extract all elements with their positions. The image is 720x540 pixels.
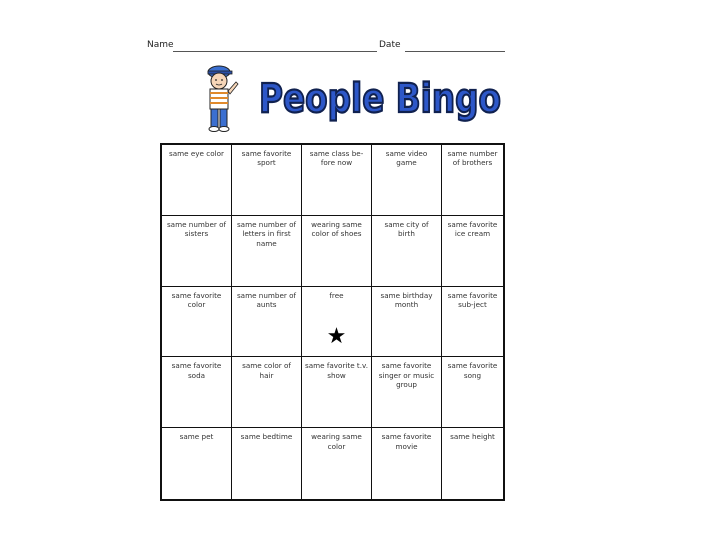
bingo-cell[interactable] [442,428,503,499]
bingo-cell[interactable] [232,216,302,287]
bingo-cell[interactable] [162,428,232,499]
bingo-cell[interactable] [302,287,372,358]
bingo-cell[interactable] [372,357,442,428]
bingo-cell-text: same favorite sub-ject [447,290,498,309]
bingo-cell[interactable] [442,357,503,428]
bingo-cell-text: same color of hair [242,361,291,380]
bingo-cell[interactable] [232,357,302,428]
bingo-cell-text: wearing same color [311,432,362,451]
bingo-cell[interactable] [232,428,302,499]
bingo-cell[interactable] [162,216,232,287]
bingo-cell-text: same number of sisters [166,219,227,239]
bingo-cell[interactable] [162,287,232,358]
bingo-cell-text: same favorite soda [171,361,222,380]
bingo-cell[interactable] [162,357,232,428]
kid-illustration-icon [200,60,242,134]
bingo-cell-text: same class be-fore now [309,149,364,168]
bingo-cell[interactable] [302,357,372,428]
bingo-cell-text: same number of aunts [236,290,297,309]
bingo-cell[interactable] [372,428,442,499]
bingo-cell-text: wearing same color of shoes [311,219,362,239]
bingo-cell[interactable] [302,145,372,216]
page-title-text: People Bingo [259,76,501,122]
star-icon: ★ [326,324,347,350]
bingo-cell[interactable] [162,145,232,216]
bingo-cell-text: same pet [179,432,214,442]
bingo-cell[interactable] [442,145,503,216]
bingo-cell-text: same favorite singer or music group [378,361,435,390]
bingo-cell-text: same number of letters in first name [236,219,297,248]
bingo-cell[interactable] [372,216,442,287]
bingo-cell[interactable] [302,428,372,499]
name-field[interactable] [173,51,377,52]
bingo-cell-text: same birthday month [380,290,433,309]
bingo-cell[interactable] [442,287,503,358]
page-title [255,68,505,124]
bingo-cell[interactable] [372,287,442,358]
bingo-cell[interactable] [302,216,372,287]
bingo-cell-text: same favorite t.v. show [305,361,369,380]
bingo-cell[interactable] [372,145,442,216]
bingo-cell-text: same bedtime [240,432,293,442]
bingo-cell-text: same city of birth [384,219,429,239]
name-label: Name [147,40,174,50]
bingo-cell-text: same favorite ice cream [447,219,498,239]
bingo-cell-text: free [329,290,344,300]
bingo-cell-text: same favorite movie [381,432,432,451]
bingo-cell-text: same eye color [169,149,224,158]
bingo-cell[interactable] [442,216,503,287]
bingo-cell-text: same video game [385,149,428,168]
bingo-grid [160,143,505,501]
bingo-cell-text: same favorite song [447,361,498,380]
bingo-cell[interactable] [232,287,302,358]
name-date-line [147,40,507,54]
date-field[interactable] [405,51,505,52]
bingo-cell[interactable] [232,145,302,216]
date-label: Date [379,40,401,50]
bingo-cell-text: same height [450,432,495,442]
bingo-cell-text: same number of brothers [447,149,498,168]
bingo-cell-text: same favorite sport [241,149,292,168]
bingo-cell-text: same favorite color [171,290,222,309]
